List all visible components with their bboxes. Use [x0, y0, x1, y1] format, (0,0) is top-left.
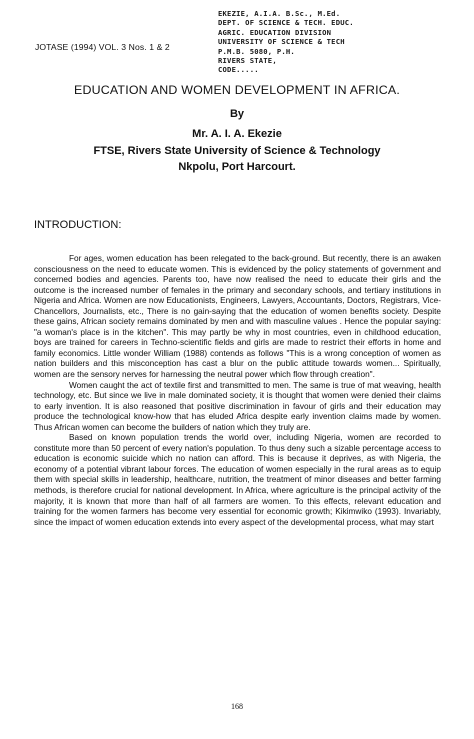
body-paragraph: Women caught the act of textile first and transmitted to men. The same is true of mat weaving, health technology, etc. But since we live in male dominated society, it is thought that women were denied their claims to early invention. It is also reasoned that positive discrimination in favour of girls and their education may produce the technological know-how that has eluded Africa despite early invention claims made by women. Thus African women can become the builders of nation which they truly are. — [34, 380, 441, 432]
body-paragraph: For ages, women education has been relegated to the back-ground. But recently, there is an awaken consciousness on the need to educate women. This is evidenced by the policy statements of government and concerned bodies and agencies. Parents too, have now realised the need to educate their girls and the outcome is the increased number of females in the primary and secondary schools, and tertiary institutions in Nigeria and Africa. Women are now Educationists, Engineers, Lawyers, Accountants, Doctors, Registrars, Vice-Chancellors, Journalists, etc., There is no gain-saying that the education of women benefits society. Despite these gains, African society remains dominated by men and with masculine values . Hence the popular saying: "a woman's place is in the kitchen". This may partly be why in most countries, even in childhood education, boys are trained for careers in Techno-scientific fields and girls are made to restrict their efforts in home and family economics. Little wonder William (1988) contends as follows "This is a wrong conception of women as nation builders and this misconception has cast a blur on the public attitude towards women... Spiritually, women are the sensory nerves for harnessing the neutral power which flow through creation". — [34, 254, 441, 380]
article-title: EDUCATION AND WOMEN DEVELOPMENT IN AFRICA. — [73, 83, 400, 97]
author-affiliation: FTSE, Rivers State University of Science & Technology — [93, 144, 381, 157]
journal-reference: JOTASE (1994) VOL. 3 Nos. 1 & 2 — [35, 42, 170, 52]
library-stamp — [218, 9, 378, 75]
article-body — [34, 254, 441, 528]
section-heading: INTRODUCTION: — [34, 219, 122, 231]
author-location: Nkpolu, Port Harcourt. — [178, 161, 296, 173]
stamp-line: UNIVERSITY OF SCIENCE & TECH — [218, 37, 345, 47]
author-name: Mr. A. I. A. Ekezie — [192, 128, 282, 140]
stamp-line: RIVERS STATE, — [218, 56, 277, 66]
stamp-line: DEPT. OF SCIENCE & TECH. EDUC. — [218, 18, 354, 28]
stamp-line: EKEZIE, A.I.A. B.Sc., M.Ed. — [218, 9, 341, 18]
stamp-line: AGRIC. EDUCATION DIVISION — [218, 27, 332, 37]
body-paragraph: Based on known population trends the world over, including Nigeria, women are recorded to constitute more than 50 percent of every nation's population. To thus deny such a sizable percentage access to education is economic suicide which no nation can afford. This is because it deprives, as with Nigeria, the economy of a potential vibrant labour forces. The education of women especially in the rural areas as to equip them with special skills in leadership, healthcare, nutrition, the treatment of minor diseases and better farming methods, is therefore crucial for national development. In Africa, where agriculture is the principal activity of the majority, it is known that more than half of all farmers are women. To this effects, relevant education and training for the women farmers has become very essential for economic growth; Kikimwiko (1993). Invariably, since the impact of women education extends into every aspect of the developmental process, what may start — [34, 433, 441, 527]
stamp-line: CODE..... — [218, 65, 259, 75]
author-block — [0, 126, 474, 176]
page-number: 168 — [231, 702, 243, 711]
stamp-line: P.M.B. 5080, P.H. — [218, 46, 295, 56]
byline: By — [229, 108, 245, 120]
